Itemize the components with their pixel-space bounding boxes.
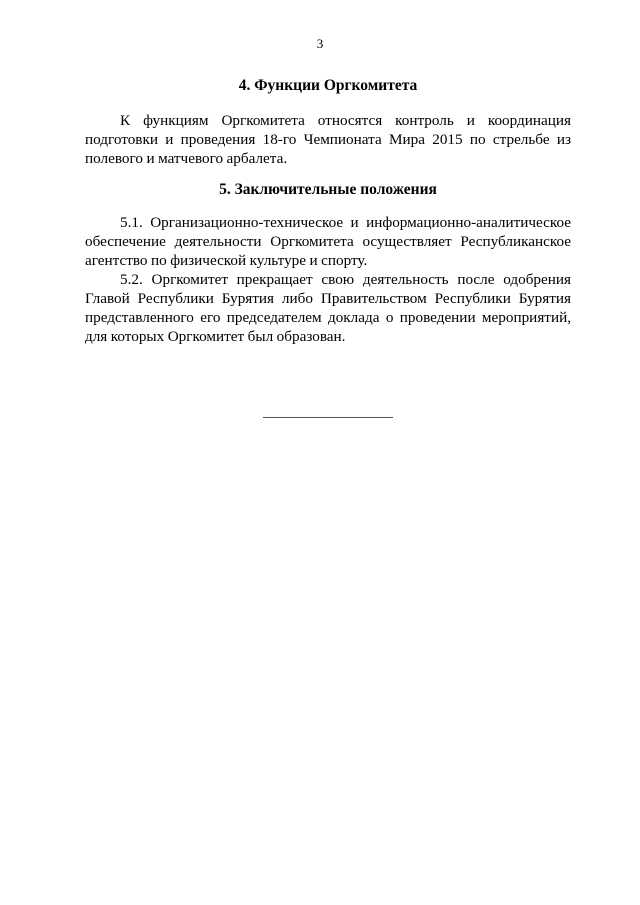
section-5-paragraph-1: 5.1. Организационно-техническое и информационно-аналитическое обеспечение деятельности Оргкомитета осуществляет Республиканское агентство по физической культуре и спорту. bbox=[85, 214, 571, 269]
section-4-title: 4. Функции Оргкомитета bbox=[238, 77, 418, 94]
section-5-paragraph-2: 5.2. Оргкомитет прекращает свою деятельность после одобрения Главой Республики Бурятия либо Правительством Республики Бурятия представленного его председателем доклада о проведении мероприятий, для которых Оргкомитет был образован. bbox=[85, 271, 571, 345]
section-5-title: 5. Заключительные положения bbox=[219, 181, 437, 198]
section-4-paragraph: К функциям Оргкомитета относятся контроль и координация подготовки и проведения 18-го Чемпионата Мира 2015 по стрельбе из полевого и матчевого арбалета. bbox=[85, 112, 571, 167]
page-number: 3 bbox=[316, 36, 324, 51]
end-separator-line bbox=[263, 417, 393, 418]
